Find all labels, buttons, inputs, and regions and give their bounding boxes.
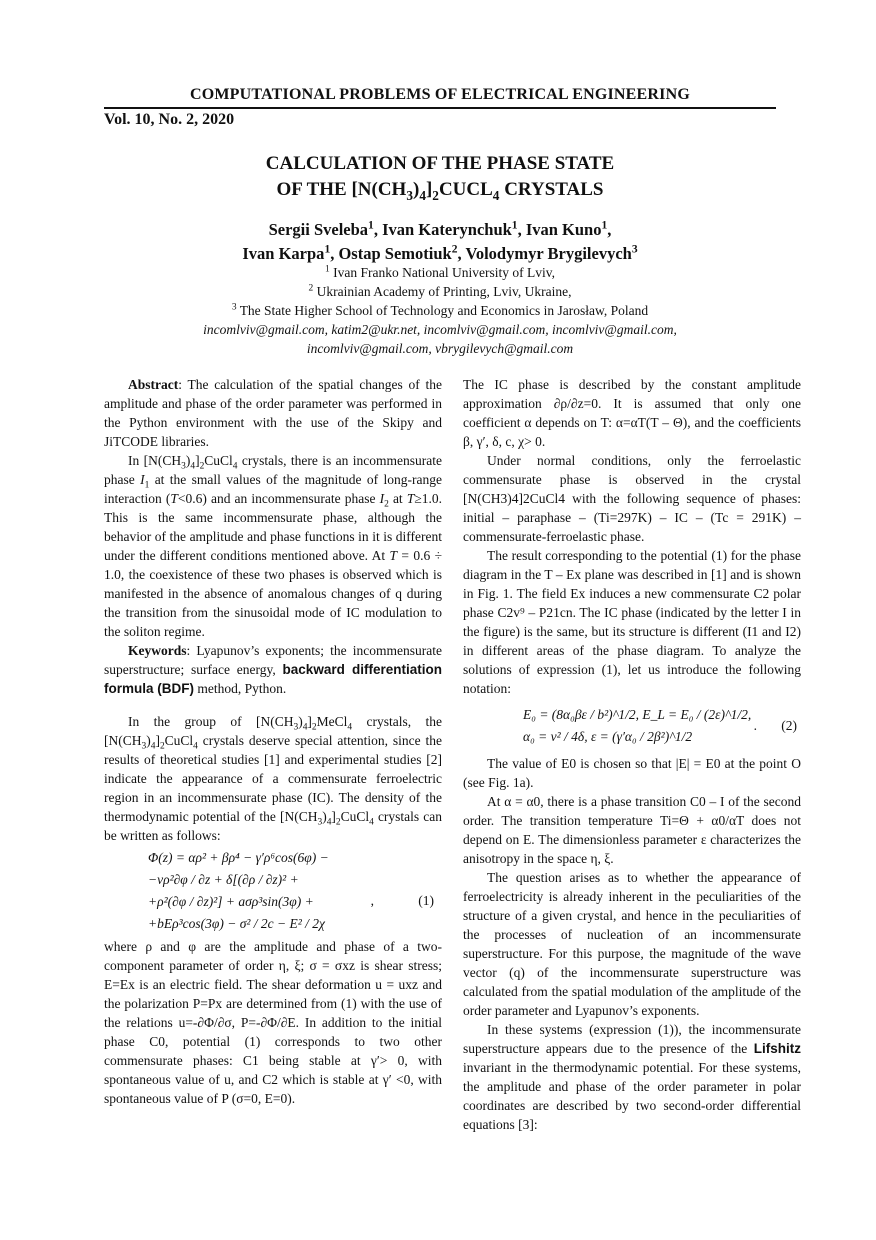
title-line-2: OF THE $[N(CH_3)_4]_2CUCL_4$ CRYSTALS [276,179,604,203]
right-column [463,375,801,1134]
abstract: Abstract: The calculation of the spatial changes of the amplitude and phase of the order parameter was performed in the Python environment with the use of the Skipy and JiTCODE libraries. [104,377,442,449]
affiliation-1: $^1$ Ivan Franko National University of Lviv, [325,264,555,280]
paragraph: In these systems (expression (1)), the incommensurate superstructure appears due to the presence of the Lifshitz invariant in the thermodynamic potential. For these systems, the amplitude and phase of the order parameter in polar coordinates are described by two second-order differential equations [3]: [463,1022,801,1132]
affiliation-2: $^2$ Ukrainian Academy of Printing, Lviv, Ukraine, [308,283,572,299]
author: Ivan Kuno [525,220,602,239]
author: Ivan Katerynchuk [382,220,512,239]
author: Volodymyr Brygilevych [465,244,632,263]
paragraph: The value of E0 is chosen so that |E| = E0 at the point O (see Fig. 1a). [463,756,801,790]
left-column [104,375,442,1108]
paragraph: The question arises as to whether the appearance of ferroelectricity is already inherent in the peculiarities of the structure of a given crystal, and hence in the peculiarities of the processes of nucleation of an incommensurate superstructure. For this purpose, the magnitude of the wave vector (q) of the incommensurate superstructure was calculated from the spatial modulation of the amplitude of the order parameter and Lyapunov’s exponents. [463,870,801,1018]
volume-info: Vol. 10, No. 2, 2020 [104,111,235,128]
header-rule [104,107,776,109]
author: Ostap Semotiuk [338,244,452,263]
keywords: Keywords: Lyapunov’s exponents; the incommensurate superstructure; surface energy, backward differentiation formula (BDF) method, Python. [104,643,442,696]
journal-title: COMPUTATIONAL PROBLEMS OF ELECTRICAL ENGINEERING [189,86,691,103]
affiliation-3: $^3$ The State Higher School of Technology and Economics in Jarosław, Poland [231,302,649,318]
equation-1: Φ(z) = αρ² + βρ⁴ − γ′ρ⁶cos(6φ) − −νρ²∂φ / ∂z + δ[(∂ρ / ∂z)² + +ρ²(∂φ / ∂z)²] + aσρ³sin(3φ) + +bEρ³cos(3φ) − σ² / 2c − E² / 2χ , (1) [148,850,434,931]
title-line-1: CALCULATION OF THE PHASE STATE [265,153,615,174]
paragraph: where ρ and φ are the amplitude and phase of a two-component parameter of order η, ξ; σ = σxz is shear stress; E=Ex is an electric field. The shear deformation u = uxz and the polarization P=Px are determined from (1) with the use of the relations u=-∂Φ/∂σ, P=-∂Φ/∂E. In addition to the initial phase C0, potential (1) corresponds to two other commensurate phases: C1 being stable at γ′> 0, with spontaneous value of u, and C2 which is stable at γ′ <0, with spontaneous value of P (σ=0, E=0). [104,939,442,1106]
email-line-1: incomlviv@gmail.com, katim2@ukr.net, incomlviv@gmail.com, incomlviv@gmail.com, [203,322,677,337]
author: Ivan Karpa [242,244,325,263]
equation-number: (1) [418,893,434,908]
affiliations [104,263,776,358]
paragraph: At α = α0, there is a phase transition C0 – I of the second order. The transition temperature Ti=Θ + α0/αT does not depend on E. The dimensionless parameter ε characterizes the anisotropy in the space η, ξ. [463,794,801,866]
email-line-2: incomlviv@gmail.com, vbrygilevych@gmail.com [306,341,574,356]
equation-2: E₀ = (8α₀βε / b²)^1/2, E_L = E₀ / (2ε)^1/2, α₀ = ν² / 4δ, ε = (γ′α₀ / 2β²)^1/2 . (2) [523,707,797,744]
paragraph: The result corresponding to the potential (1) for the phase diagram in the T – Ex plane was described in [1] and is shown in Fig. 1. The field Ex induces a new commensurate C2 polar phase C2v⁹ – P21cn. The IC phase (indicated by the letter I in the figure) is the same, but its structure is different (I1 and I2) in different areas of the phase diagram. To analyze the solutions of expression (1), let us introduce the following notation: [463,548,801,696]
equation-number: (2) [781,718,797,733]
author: Sergii Sveleba [268,220,369,239]
abstract-paragraph-2: In $[N(CH_3)_4]_2CuCl_4$ crystals, there is an incommensurate phase $I_1$ at the small values of the magnitude of long-range interaction (T<0.6) and an incommensurate phase $I_2$ at T≥1.0. This is the same incommensurate phase, although the behavior of the amplitude and phase functions in it is different under the different conditions mentioned above. At T = 0.6 ÷ 1.0, the coexistence of these two phases is observed which is manifested in the absence of anomalous changes of q during the transition from the sinusoidal mode of IC modulation to the soliton regime. [104,453,442,639]
intro-paragraph: In the group of $[N(CH_3)_4]_2MeCl_4$ crystals, the $[N(CH_3)_4]_2CuCl_4$ crystals deserve special attention, since the results of theoretical studies [1] and experimental studies [2] indicate the appearance of a commensurate ferroelectric region in an incommensurate phase (IC). The density of the thermodynamic potential of the $[N(CH_3)_4]_2CuCl_4$ crystals can be written as follows: [104,714,442,843]
paragraph: Under normal conditions, only the ferroelastic commensurate phase is observed in the crystal [N(CH3)4]2CuCl4 with the following sequence of phases: initial – paraphase – (Ti=297K) – IC – (Tc = 291K) – commensurate-ferroelastic phase. [463,453,801,544]
author-list: Sergii Sveleba$^1$, Ivan Katerynchuk$^1$, Ivan Kuno$^1$, Ivan Karpa$^1$, Ostap Semotiuk$^2$, Volodymyr Brygilevych$^3$ [242,219,638,263]
paper-title [104,151,776,203]
paragraph: The IC phase is described by the constant amplitude approximation ∂ρ/∂z=0. It is assumed that only one coefficient α depends on T: α=αT(T – Θ), and the coefficients β, γ′, δ, c, χ> 0. [463,377,801,449]
